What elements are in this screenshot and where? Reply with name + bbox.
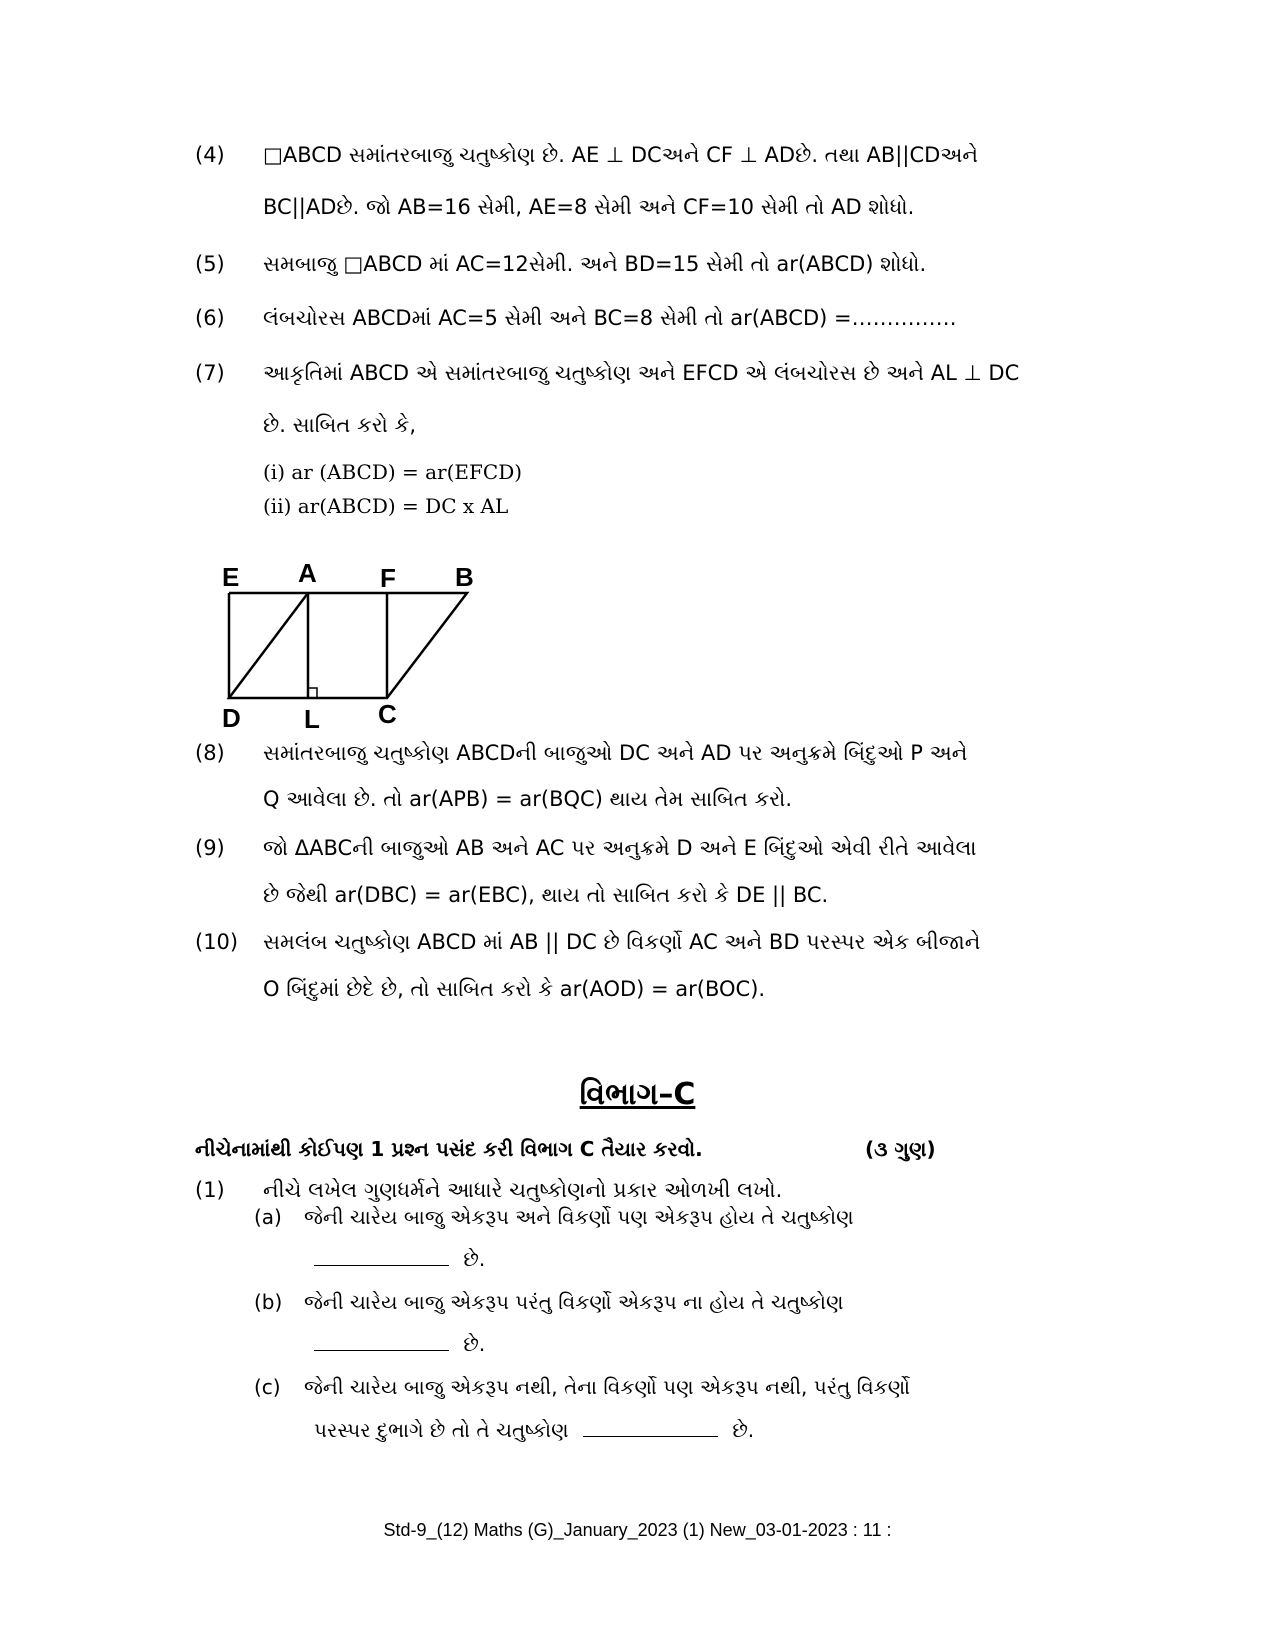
question-number: (10)	[195, 930, 239, 954]
question-number: (5)	[195, 252, 225, 276]
question-text: નીચે લખેલ ગુણધર્મને આધારે ચતુષ્કોણનો પ્રકાર ઓળખી લખો.	[263, 1178, 783, 1202]
question-number: (6)	[195, 306, 225, 330]
question-number: (4)	[195, 143, 225, 167]
question-text: સમલંબ ચતુષ્કોણ ABCD માં AB || DC છે વિકર્ણો AC અને BD પરસ્પર એક બીજાને	[263, 930, 981, 954]
question-number: (1)	[195, 1178, 225, 1202]
question-text: આકૃતિમાં ABCD એ સમાંતરબાજુ ચતુષ્કોણ અને EFCD એ લંબચોરસ છે અને AL ⊥ DC	[263, 361, 1020, 385]
label-f: F	[380, 563, 396, 593]
label-c: C	[378, 699, 397, 729]
question-10-continuation: O બિંદુમાં છેદે છે, તો સાબિત કરો કે ar(AOD) = ar(BOC).	[263, 977, 766, 1001]
sub-question-c	[254, 1375, 910, 1399]
answer-blank	[314, 1264, 449, 1266]
sub-question-label: (a)	[254, 1205, 282, 1229]
question-text: જો ΔABCની બાજુઓ AB અને AC પર અનુક્રમે D અને E બિંદુઓ એવી રીતે આવેલા	[263, 836, 977, 860]
sub-question-a	[254, 1205, 854, 1229]
sub-question-end: છે.	[463, 1332, 486, 1356]
label-a: A	[298, 558, 317, 588]
section-instruction: નીચેનામાંથી કોઈપણ 1 પ્રશ્ન પસંદ કરી વિભાગ C તૈયાર કરવો.	[195, 1137, 703, 1161]
question-number: (8)	[195, 741, 225, 765]
question-7-continuation: છે. સાબિત કરો કે,	[263, 413, 417, 437]
answer-blank	[583, 1435, 718, 1437]
question-8-continuation: Q આવેલા છે. તો ar(APB) = ar(BQC) થાય તેમ સાબિત કરો.	[263, 787, 793, 811]
question-7-part-ii: (ii) ar(ABCD) = DC x AL	[263, 494, 509, 518]
sub-question-text: પરસ્પર દુભાગે છે તો તે ચતુષ્કોણ	[314, 1418, 569, 1442]
section-heading: વિભાગ–C	[579, 1077, 696, 1112]
sub-question-text: જેની ચારેય બાજુ એકરૂપ નથી, તેના વિકર્ણો પણ એકરૂપ નથી, પરંતુ વિકર્ણો	[304, 1375, 911, 1399]
question-text: સમબાજુ □ABCD માં AC=12સેમી. અને BD=15 સેમી તો ar(ABCD) શોધો.	[263, 252, 927, 276]
question-9-continuation: છે જેથી ar(DBC) = ar(EBC), થાય તો સાબિત કરો કે DE || BC.	[263, 883, 829, 907]
label-e: E	[222, 562, 240, 592]
sub-question-c-line-2	[314, 1418, 754, 1442]
label-l: L	[304, 704, 320, 734]
right-angle-mark	[308, 688, 317, 698]
sub-question-text: જેની ચારેય બાજુ એકરૂપ અને વિકર્ણો પણ એકરૂપ હોય તે ચતુષ્કોણ	[304, 1205, 854, 1229]
sub-question-label: (b)	[254, 1290, 283, 1314]
question-number: (7)	[195, 361, 225, 385]
section-marks: (૩ ગુણ)	[865, 1137, 936, 1161]
parallelogram-abcd	[229, 593, 467, 698]
sub-question-text: જેની ચારેય બાજુ એકરૂપ પરંતુ વિકર્ણો એકરૂપ ના હોય તે ચતુષ્કોણ	[304, 1290, 844, 1314]
label-d: D	[222, 703, 241, 733]
page-footer: Std-9_(12) Maths (G)_January_2023 (1) New_03-01-2023 : 11 :	[383, 1520, 892, 1540]
sub-question-end: છે.	[732, 1418, 755, 1442]
question-4-continuation: BC||ADછે. જો AB=16 સેમી, AE=8 સેમી અને CF=10 સેમી તો AD શોધો.	[263, 195, 915, 219]
parallelogram-figure	[220, 555, 490, 735]
sub-question-end: છે.	[463, 1247, 486, 1271]
answer-blank	[314, 1349, 449, 1351]
sub-question-label: (c)	[254, 1375, 281, 1399]
sub-question-b	[254, 1290, 844, 1314]
question-7-part-i: (i) ar (ABCD) = ar(EFCD)	[263, 460, 523, 484]
question-text: □ABCD સમાંતરબાજુ ચતુષ્કોણ છે. AE ⊥ DCઅને CF ⊥ ADછે. તથા AB||CDઅને	[263, 143, 979, 167]
question-text: સમાંતરબાજુ ચતુષ્કોણ ABCDની બાજુઓ DC અને AD પર અનુક્રમે બિંદુઓ P અને	[263, 741, 968, 765]
question-text: લંબચોરસ ABCDમાં AC=5 સેમી અને BC=8 સેમી તો ar(ABCD) =……………	[263, 306, 957, 330]
sub-question-b-blank-line	[314, 1332, 485, 1356]
question-number: (9)	[195, 836, 225, 860]
sub-question-a-blank-line	[314, 1247, 485, 1271]
label-b: B	[455, 562, 474, 592]
